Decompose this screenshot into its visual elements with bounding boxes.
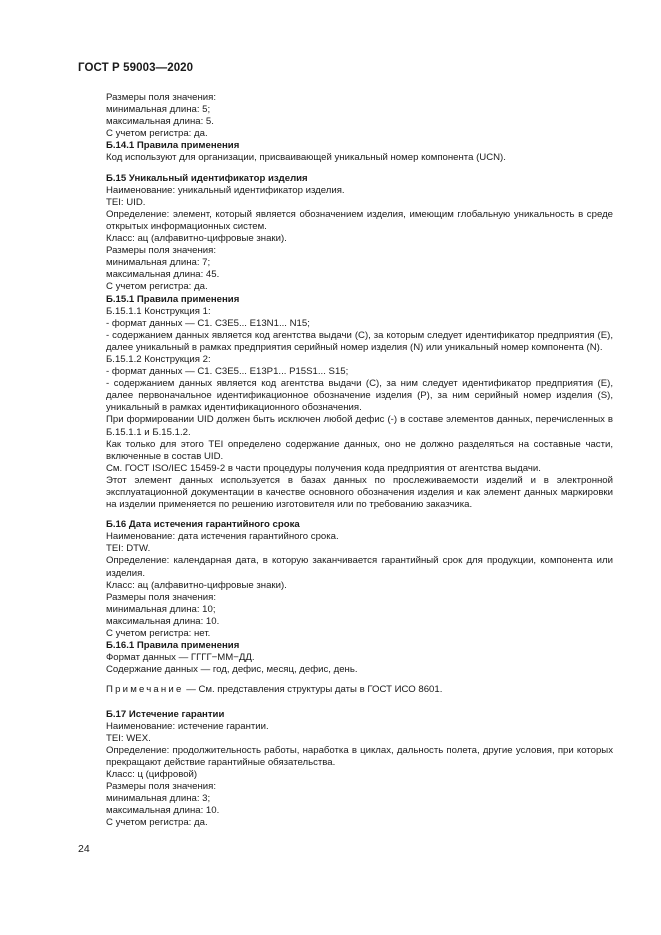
- text-line: Наименование: дата истечения гарантийного срока.: [106, 531, 339, 543]
- subsection-heading: Б.14.1 Правила применения: [106, 140, 240, 152]
- text-line: минимальная длина: 7;: [106, 257, 211, 269]
- text-line: С учетом регистра: нет.: [106, 628, 211, 640]
- subsection-heading: Б.16.1 Правила применения: [106, 640, 240, 652]
- text-line: С учетом регистра: да.: [106, 281, 208, 293]
- text-line: TEI: WEX.: [106, 732, 151, 744]
- list-item: - содержанием данных является код агентства выдачи (C), за ним следует идентификатор предприятия (E), далее первоначальное идентификационное обозначение изделия (P), за ним серийный номер изделия (S), уникальный в рамках идентификационного обозначения.: [106, 378, 613, 414]
- text-line: Формат данных — ГГГГ−ММ−ДД.: [106, 652, 255, 664]
- text-line: Размеры поля значения:: [106, 781, 216, 793]
- note: [78, 684, 613, 696]
- text-line: минимальная длина: 3;: [106, 793, 211, 805]
- paragraph: Этот элемент данных используется в базах данных по прослеживаемости изделий и в электронной эксплуатационной документации в качестве основного обозначения изделия и как элемент данных маркировки на изделии применяется по решению изготовителя или по требованию заказчика.: [106, 474, 613, 511]
- text-line: С учетом регистра: да.: [106, 128, 208, 140]
- text-line: См. ГОСТ ISO/IEC 15459-2 в части процедуры получения кода предприятия от агентства выдачи.: [106, 462, 541, 474]
- paragraph: При формировании UID должен быть исключен любой дефис (-) в составе элементов данных, перечисленных в Б.15.1.1 и Б.15.1.2.: [106, 414, 613, 438]
- text-line: максимальная длина: 45.: [106, 269, 220, 281]
- text-line: Содержание данных — год, дефис, месяц, дефис, день.: [106, 664, 358, 676]
- text-line: максимальная длина: 10.: [106, 805, 220, 817]
- text-line: максимальная длина: 10.: [106, 615, 220, 627]
- text-line: С учетом регистра: да.: [106, 817, 208, 829]
- note-label: Примечание: [106, 684, 184, 696]
- paragraph: Определение: продолжительность работы, наработка в циклах, дальность полета, другие условия, при которых прекращают действие гарантийные обязательства.: [106, 744, 613, 768]
- paragraph: Определение: календарная дата, в которую заканчивается гарантийный срок для продукции, компонента или изделия.: [106, 555, 613, 579]
- section-heading: Б.16 Дата истечения гарантийного срока: [106, 519, 300, 531]
- text-line: TEI: DTW.: [106, 543, 151, 555]
- list-item: - содержанием данных является код агентства выдачи (C), за которым следует идентификатор предприятия (E), далее уникальный в рамках предприятия серийный номер изделия (N) или уникальный номер компонента (N).: [106, 329, 613, 353]
- note-text: — См. представления структуры даты в ГОСТ ИСО 8601.: [183, 684, 443, 696]
- list-item: - формат данных — C1. C3E5... E13P1... P15S1... S15;: [106, 366, 349, 378]
- section-heading: Б.17 Истечение гарантии: [106, 708, 225, 720]
- page-number: 24: [78, 843, 90, 855]
- text-line: Б.15.1.1 Конструкция 1:: [106, 305, 211, 317]
- text-line: Код используют для организации, присваивающей уникальный номер компонента (UCN).: [106, 152, 506, 164]
- paragraph: Как только для этого TEI определено содержание данных, оно не должно разделяться на составные части, включенные в состав UID.: [106, 438, 613, 462]
- text-line: Размеры поля значения:: [106, 591, 216, 603]
- text-line: Класс: ац (алфавитно-цифровые знаки).: [106, 579, 287, 591]
- text-line: Наименование: истечение гарантии.: [106, 720, 269, 732]
- text-line: Наименование: уникальный идентификатор изделия.: [106, 184, 345, 196]
- text-line: Класс: ац (алфавитно-цифровые знаки).: [106, 233, 287, 245]
- page-header: ГОСТ Р 59003—2020: [78, 62, 194, 74]
- text-line: Размеры поля значения:: [106, 92, 216, 103]
- text-line: Размеры поля значения:: [106, 245, 216, 257]
- section-heading: Б.15 Уникальный идентификатор изделия: [106, 172, 308, 184]
- paragraph: Определение: элемент, который является обозначением изделия, имеющим глобальную уникальность в среде открытых информационных систем.: [106, 208, 613, 232]
- subsection-heading: Б.15.1 Правила применения: [106, 293, 240, 305]
- text-line: Б.15.1.2 Конструкция 2:: [106, 353, 211, 365]
- text-line: TEI: UID.: [106, 196, 146, 208]
- text-line: минимальная длина: 10;: [106, 603, 216, 615]
- text-line: Класс: ц (цифровой): [106, 768, 198, 780]
- text-line: минимальная длина: 5;: [106, 104, 211, 116]
- page-content: [78, 92, 613, 829]
- list-item: - формат данных — C1. C3E5... E13N1... N15;: [106, 317, 310, 329]
- text-line: максимальная длина: 5.: [106, 116, 214, 128]
